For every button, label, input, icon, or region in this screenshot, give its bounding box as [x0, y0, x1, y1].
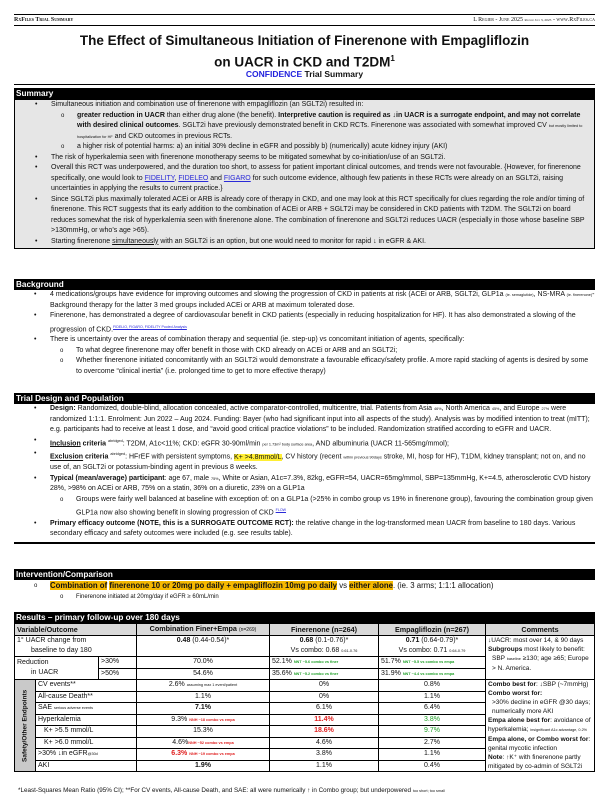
empagliflozin-value: 9.7% — [379, 726, 486, 738]
summary-bullet: • Starting finerenone simultaneously with an SGLT2i is an option, but one would need to monitor for rapid ↓ in eGFR & AKI. — [15, 237, 594, 248]
subtitle-rest: Trial Summary — [302, 69, 364, 79]
combo-value: 9.3% NNH ~18 combo vs empa — [137, 714, 270, 726]
design-bullet: • Design: Randomized, double-blind, allocation concealed, active comparator-controlled, multicentre, trial. Patients from Asia 46%, North America 45%, and Europe 27% were randomized 1:1:1. Enrolment: Jun 2022 – Aug 2024. Funding: Bayer (who had significant input into all aspects of the study). Analysis was by modified intention to treat (mITT); e.g. participants had to receive at least 1 dose, and “avoid good critical practice violations” to be included. Randomization stratified according to eGFR and UACR. — [14, 404, 595, 436]
table-header-row — [15, 624, 595, 636]
header-site: - www.RxFiles.ca — [552, 17, 595, 23]
reduction50-finerenone: 35.6% NNT ~5.2 combo vs finer — [270, 668, 379, 680]
uacr-label: 1° UACR change from baseline to day 180 — [15, 636, 137, 657]
page-header — [14, 14, 595, 26]
results-heading: Results – primary follow-up over 180 days — [14, 612, 595, 623]
results-section — [14, 612, 595, 772]
empagliflozin-value: 6.4% — [379, 703, 486, 715]
row-label: K+ >6.0 mmol/L — [36, 737, 137, 749]
row-label: SAE serious adverse events — [36, 703, 137, 715]
participant-bullet: • Typical (mean/average) participant: age 67, male 75%, White or Asian, A1c=7.3%, 82kg, eGFR=54, UACR=65mg/mmol, SBP=135mmHg, K+=4.5, atherosclerotic CVD history 28%, >98% on ACEi or ARB, 75% on a statin, 36% on a diuretic, 23% on a GLP1a — [14, 474, 595, 495]
summary-section — [14, 88, 595, 249]
finerenone-value: 0% — [270, 691, 379, 703]
reduction-label: Reduction in UACR — [15, 657, 99, 680]
finerenone-value: 18.6% — [270, 726, 379, 738]
intervention-heading: Intervention/Comparison — [14, 569, 595, 580]
reduction-threshold-30: >30% — [99, 657, 137, 669]
combo-value: 2.6% assuming max 1 event/patient — [137, 680, 270, 692]
fideleo-link[interactable]: FIDELEO — [178, 174, 209, 182]
background-heading: Background — [14, 279, 595, 290]
primary-outcome-bullet: • Primary efficacy outcome (NOTE, this is a SURROGATE OUTCOME RCT): the relative change in the log-transformed mean UACR from baseline to 180 days. Various secondary efficacy and safety outcomes were included (e.g. see results table). — [14, 519, 595, 540]
combo-value: 1.9% — [137, 760, 270, 772]
finerenone-value: 3.8% — [270, 749, 379, 761]
design-divider — [14, 542, 595, 544]
reduction30-finerenone: 52.1% NNT ~5.6 combo vs finer — [270, 657, 379, 669]
row-label: >30% ↓in eGFR@30d — [36, 749, 137, 761]
reduction30-empagliflozin: 51.7% NNT ~5.5 vs combo vs empa — [379, 657, 486, 669]
row-label: All-cause Death** — [36, 691, 137, 703]
finerenone-value: 4.6% — [270, 737, 379, 749]
uacr-combo: 0.48 (0.44-0.54)* — [137, 636, 270, 657]
reduction30-combo: 70.0% — [137, 657, 270, 669]
combo-value: 1.1% — [137, 691, 270, 703]
results-table — [14, 623, 595, 772]
inclusion-bullet: • Inclusion criteria $^{abridged}$: T2DM, A1c<11%; CKD: eGFR 30-90ml/min per 1.73m² body surface area, AND albuminuria (UACR 11-565mg/mmol); — [14, 436, 595, 450]
exclusion-bullet: • Exclusion criteria $^{abridged}$: HFrEF with persistent symptoms, K+ >4.8mmol/L, CV history (recent within previous 90days stroke, MI, hosp for HF), T1DM, kidney transplant; not on, and no use of, an SGLT2i or potassium-binding agent in previous 8 weeks. — [14, 449, 595, 473]
header-revised: Revised July 3, 2025 — [524, 18, 552, 22]
col-header-empagliflozin: Empagliflozin (n=267) — [379, 624, 486, 636]
table-row — [15, 680, 595, 692]
reduction-threshold-50: >50% — [99, 668, 137, 680]
row-label: K+ >5.5 mmol/L — [36, 726, 137, 738]
title-divider — [14, 84, 595, 85]
page-subtitle — [0, 69, 609, 79]
empagliflozin-value: 2.7% — [379, 737, 486, 749]
empagliflozin-value: 0.4% — [379, 760, 486, 772]
summary-bullet: • The risk of hyperkalemia seen with finerenone monotherapy seems to be mitigated somewhat by co-initiation/use of an SGLT2i. — [15, 153, 594, 164]
empagliflozin-value: 0.8% — [379, 680, 486, 692]
flow-link[interactable]: FLOW — [275, 508, 287, 513]
summary-sub-bullet: o a higher risk of potential harms: a) an initial 30% decline in eGFR and possibly b) (numerically) acute kidney injury (AKI) — [15, 142, 594, 153]
comments-bottom: Combo best for: ↓SBP (~7mmHg) Combo worst for: >30% decline in eGFR @30 days; numerically more AKI Empa alone best for: avoidance of hyperkalemia; insignificant A1c advantage, 0.2% Empa alone, or Combo worst for: genital mycotic infection Note: ↑K⁺ with finerenone partly mitigated by co-admin of SGLT2i — [486, 680, 595, 772]
design-section — [14, 393, 595, 544]
uacr-empagliflozin: 0.71 (0.64-0.79)* Vs combo: 0.71 0.64-0.79 — [379, 636, 486, 657]
uacr-finerenone: 0.68 (0.1-0.76)* Vs combo: 0.68 0.61-0.76 — [270, 636, 379, 657]
row-label: AKI — [36, 760, 137, 772]
intervention-sub-bullet: o Finerenone initiated at 20mg/day if eGFR ≥ 60mL/min — [14, 592, 595, 603]
empagliflozin-value: 1.1% — [379, 749, 486, 761]
summary-box — [14, 99, 595, 249]
title-ref: 1 — [390, 54, 395, 63]
background-bullet: • There is uncertainty over the areas of combination therapy and sequential (ie. step-up) vs concomitant initiation of agents, specifically: — [14, 335, 595, 346]
summary-bullet: • Since SGLT2i plus maximally tolerated ACEi or ARB is already core of therapy in CKD, and one may look at this RCT specifically for clues regarding the role and/or timing of finerenone. This RCT suggests that its early addition to the combination of ACEi or ARB + SGLT2i may be considered in CKD patients with T2DM. The SGLT2i on board reduces somewhat the risk of hyperkalemia seen with finerenone alone. The combination of finerenone and SGLT2i reduces UACR (especially in those whose baseline SBP >130mmHg, or who’s age >65). — [15, 195, 594, 237]
safety-side-label: Safety/Other Endpoints — [15, 680, 36, 772]
summary-bullet: • Simultaneous initiation and combination use of finerenone with empagliflozin (an SGLT2i) resulted in: — [15, 100, 594, 111]
design-heading: Trial Design and Population — [14, 393, 595, 404]
header-author: L Regier - June 2025 — [473, 17, 523, 23]
reduction50-empagliflozin: 31.9% NNT ~4.4 vs combo vs empa — [379, 668, 486, 680]
background-sub-bullet: o To what degree finerenone may offer benefit in those with CKD already on ACEi or ARB and an SGLT2i; — [14, 346, 595, 357]
background-section — [14, 279, 595, 377]
combo-value: 6.3% NNH ~19 combo vs empa — [137, 749, 270, 761]
empagliflozin-value: 3.8% — [379, 714, 486, 726]
page-title — [0, 32, 609, 72]
background-bullet: • 4 medications/groups have evidence for improving outcomes and slowing the progression of CKD in patients at risk (ACEi or ARB, SGLT2i, GLP1a (ie. semaglutide), NS-MRA (ie. finerenone)- Background therapy for the latter 3 med groups included ACEi or ARB at maximum tolerated dose. — [14, 290, 595, 311]
combo-value: 15.3% — [137, 726, 270, 738]
combo-value: 7.1% — [137, 703, 270, 715]
col-header-comments: Comments — [486, 624, 595, 636]
title-line1: The Effect of Simultaneous Initiation of Finerenone with Empagliflozin — [79, 33, 530, 48]
empagliflozin-value: 1.1% — [379, 691, 486, 703]
col-header-combo: Combination Finer+Empa (n=269) — [137, 624, 270, 636]
header-left: RxFiles Trial Summary — [14, 17, 74, 23]
trial-name: CONFIDENCE — [245, 69, 303, 79]
summary-heading: Summary — [14, 88, 595, 99]
reduction50-combo: 54.6% — [137, 668, 270, 680]
combo-value: 4.6%NNH ~52 combo vs empa — [137, 737, 270, 749]
col-header-variable: Variable/Outcome — [15, 624, 137, 636]
row-label: CV events** — [36, 680, 137, 692]
background-refs-link[interactable]: FIDELIO, FIGARO, FIDELITY Pooled Analysis — [113, 324, 187, 329]
row-label: Hyperkalemia — [36, 714, 137, 726]
finerenone-value: 0% — [270, 680, 379, 692]
figaro-link[interactable]: FIGARO — [223, 174, 251, 182]
finerenone-value: 11.4% — [270, 714, 379, 726]
title-line2-text: on UACR in CKD and T2DM — [214, 54, 391, 70]
summary-sub-bullet: o greater reduction in UACR than either drug alone (the benefit). Interpretive caution is required as ↓in UACR is a surrogate endpoint, and may not correlate with desired clinical outcomes. SGLT2i have previously demonstrated benefit in CKD RCTs. Finerenone was associated with somewhat improved CV but mostly limited to hospitalization for HF and CKD outcomes in previous RCTs. — [15, 111, 594, 143]
intervention-bullet: o Combination of finerenone 10 or 20mg po daily + empagliflozin 10mg po daily vs either alone. (ie. 3 arms; 1:1:1 allocation) — [14, 580, 595, 592]
background-sub-bullet: o Whether finerenone initiated concomitantly with an SGLT2i would demonstrate a favourable efficacy/safety profile. A more rapid stacking of agents is desired by some to overcome “clinical inertia” (i.e. prolonged time to get to more effective therapy) — [14, 356, 595, 377]
intervention-section — [14, 569, 595, 603]
finerenone-value: 6.1% — [270, 703, 379, 715]
col-header-finerenone: Finerenone (n=264) — [270, 624, 379, 636]
participant-sub-bullet: o Groups were fairly well balanced at baseline with exception of: on a GLP1a (>25% in combo group vs 19% in finerenone group), favouring the combination group given GLP1a now also showing benefit in slowing progression of CKD $^{FLOW}$ — [14, 495, 595, 519]
header-right — [473, 17, 595, 23]
finerenone-value: 1.1% — [270, 760, 379, 772]
background-bullet: • Finerenone, has demonstrated a degree of cardiovascular benefit in CKD patients (especially in reducing hospitalization for HF). It has also demonstrated a slowing of the progression of CKD.$^{FIDELIO, FIGARO, FIDELITY Pooled Analysis}$ — [14, 311, 595, 335]
comments-top: ↓UACR: most over 14, & 90 days Subgroups most likely to benefit: SBP baseline ≥130; age ≥65; Europe > N. America. — [486, 636, 595, 680]
table-row — [15, 636, 595, 657]
summary-bullet: • Overall this RCT was underpowered, and the duration too short, to assess for patient important clinical outcomes, and trends were not favourable. {However, for finerenone specifically, one would look to FIDELITY, FIDELEO and FIGARO for such outcome evidence, although few patients in these RCTs were already on an SGLT2i, raising uncertainties in applying the results to current practice.} — [15, 163, 594, 195]
results-footnote: *Least-Squares Mean Ratio (95% CI); **For CV events, All-cause Death, and SAE: all were numerically ↑ in Combo group; but underpowered too short; too small — [18, 787, 445, 794]
fidelity-link[interactable]: FIDELITY — [144, 174, 175, 182]
